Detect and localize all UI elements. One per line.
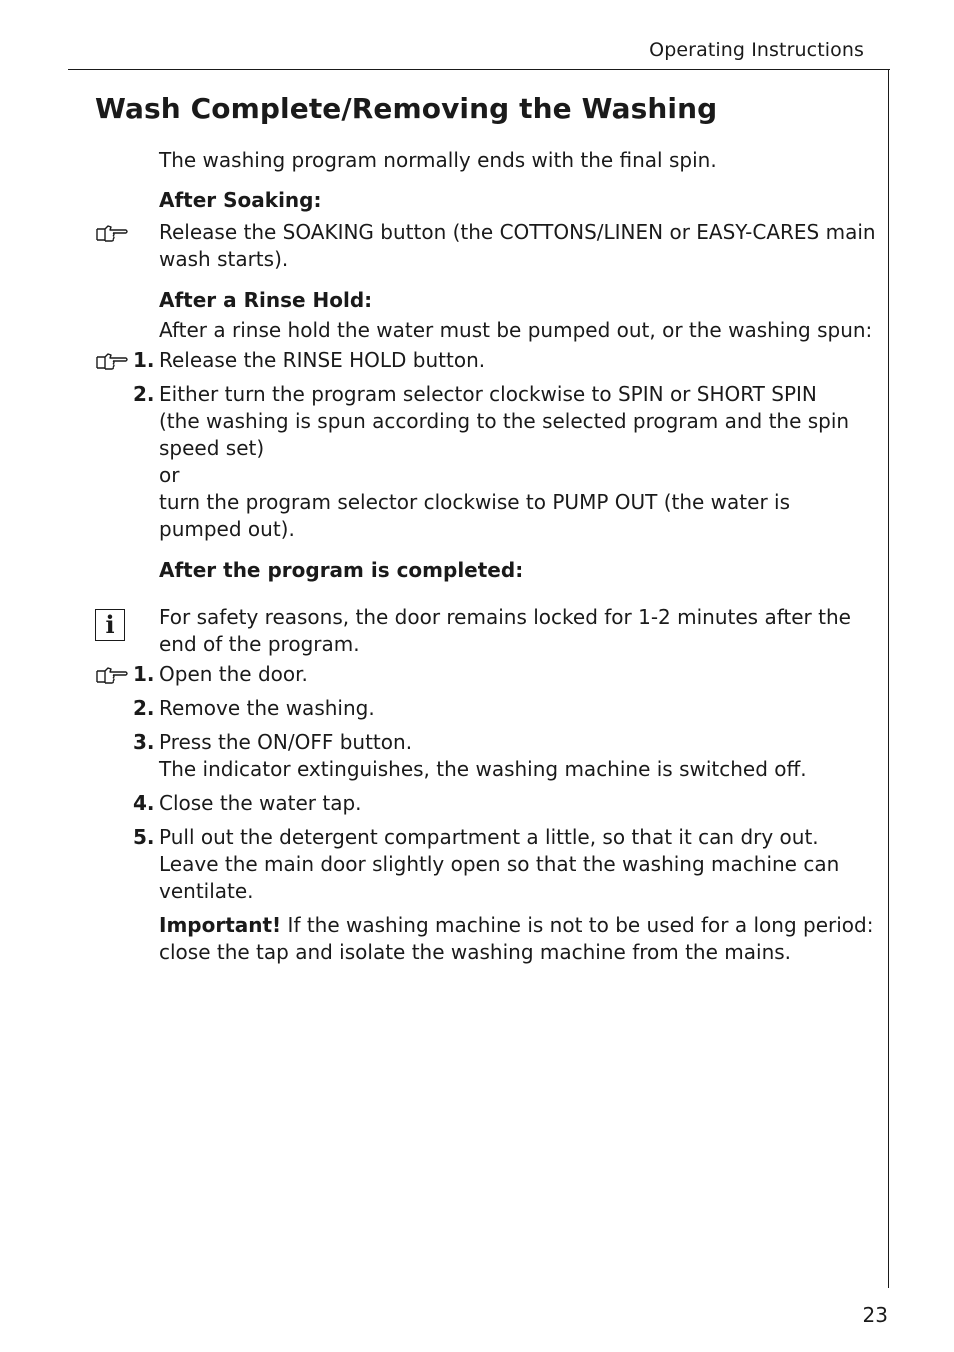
rinse-step-1-number: 1. [133,348,155,372]
completed-step-4-number: 4. [133,791,155,815]
rinse-step-2-line-3: speed set) [159,436,265,460]
running-header: Operating Instructions [649,39,864,61]
rinse-step-2-number: 2. [133,382,155,406]
rinse-step-2-line-5: turn the program selector clockwise to PUMP OUT (the water is [159,490,790,514]
soaking-text-line-1: Release the SOAKING button (the COTTONS/LINEN or EASY-CARES main [159,220,876,244]
completed-step-5-line-1: Pull out the detergent compartment a little, so that it can dry out. [159,825,819,849]
safety-text-line-2: end of the program. [159,632,360,656]
rinse-step-2-line-1: Either turn the program selector clockwise to SPIN or SHORT SPIN [159,382,817,406]
header-rule [68,69,890,70]
rinse-step-2-line-2: (the washing is spun according to the selected program and the spin [159,409,850,433]
pointing-hand-icon [95,224,129,244]
completed-step-5-line-2: Leave the main door slightly open so that the washing machine can [159,852,840,876]
intro-text: The washing program normally ends with the final spin. [159,148,717,172]
rinse-heading: After a Rinse Hold: [159,288,373,312]
completed-step-1: Open the door. [159,662,308,686]
rinse-step-2-line-6: pumped out). [159,517,295,541]
soaking-heading: After Soaking: [159,188,322,212]
pointing-hand-icon [95,352,129,372]
pointing-hand-icon [95,666,129,686]
completed-step-3-line-1: Press the ON/OFF button. [159,730,413,754]
completed-step-5-number: 5. [133,825,155,849]
completed-step-5-line-3: ventilate. [159,879,254,903]
important-label: Important! [159,913,282,937]
rinse-intro: After a rinse hold the water must be pumped out, or the washing spun: [159,318,873,342]
completed-heading: After the program is completed: [159,558,524,582]
completed-step-2-number: 2. [133,696,155,720]
important-note-line-2: close the tap and isolate the washing machine from the mains. [159,940,792,964]
side-rule [888,69,889,1288]
important-text: If the washing machine is not to be used for a long period: [281,913,874,937]
soaking-text-line-2: wash starts). [159,247,289,271]
completed-step-3-line-2: The indicator extinguishes, the washing machine is switched off. [159,757,807,781]
rinse-step-2-line-4: or [159,463,180,487]
safety-text-line-1: For safety reasons, the door remains locked for 1-2 minutes after the [159,605,851,629]
page-title: Wash Complete/Removing the Washing [95,92,718,125]
important-note-line-1 [159,912,873,939]
info-icon: i [95,609,125,641]
page-number: 23 [862,1303,888,1327]
completed-step-1-number: 1. [133,662,155,686]
completed-step-4: Close the water tap. [159,791,362,815]
completed-step-3-number: 3. [133,730,155,754]
rinse-step-1: Release the RINSE HOLD button. [159,348,486,372]
completed-step-2: Remove the washing. [159,696,375,720]
